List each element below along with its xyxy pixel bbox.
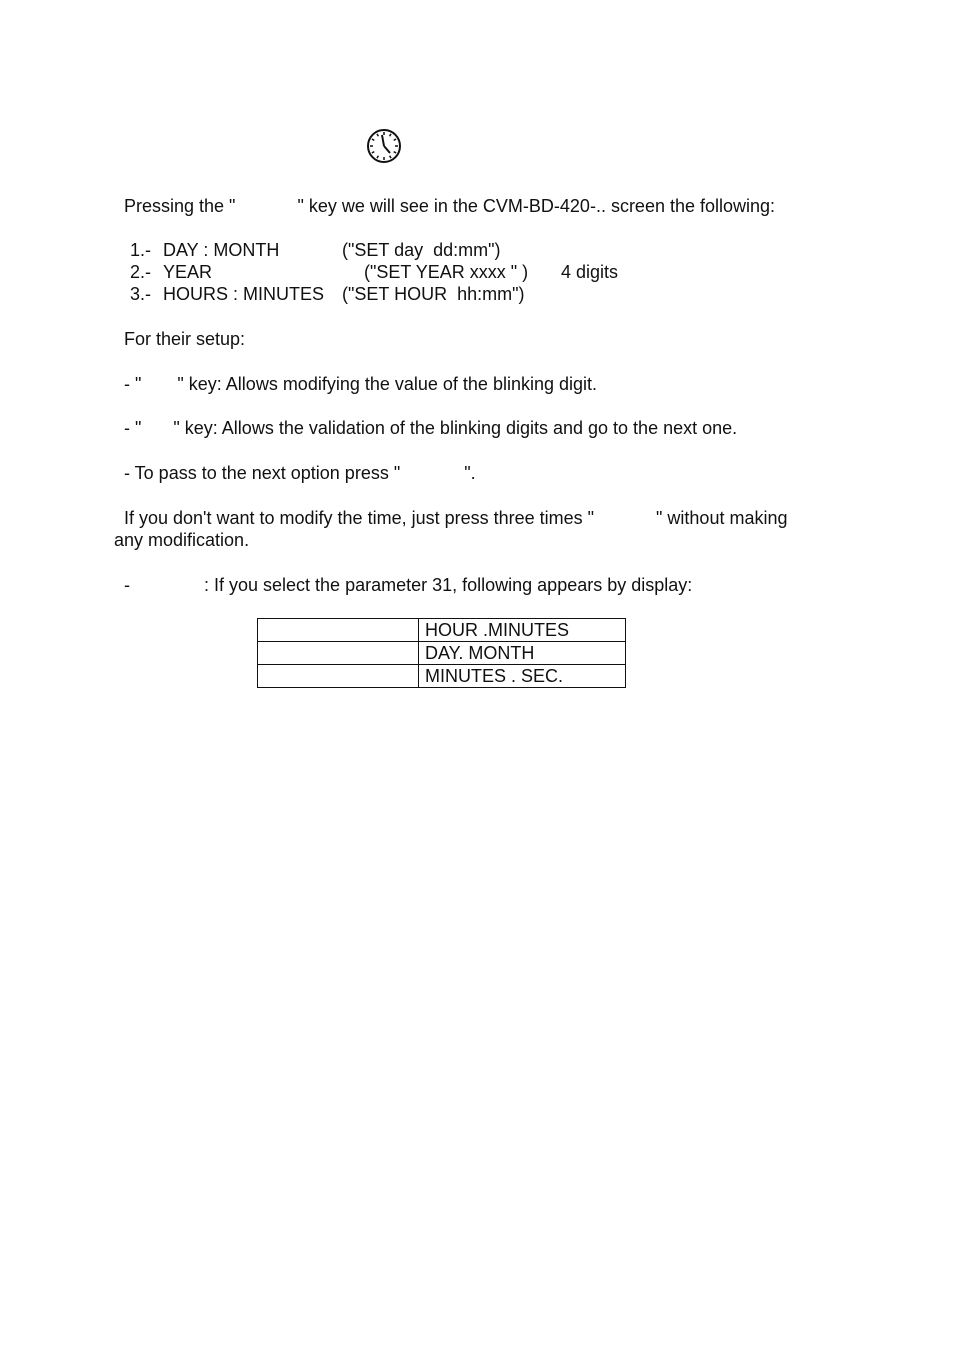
table-cell-code [258, 619, 419, 642]
no-modify-line1 [124, 507, 787, 529]
table-row [258, 642, 626, 665]
bullet-validate-after: " key: Allows the validation of the blinking digits and go to the next one. [173, 418, 738, 438]
table-cell-meaning: HOUR .MINUTES [419, 619, 626, 642]
no-modify-before: If you don't want to modify the time, just press three times " [124, 508, 595, 528]
bullet-validate [124, 417, 737, 439]
item-2-desc: ("SET YEAR xxxx " ) [364, 262, 529, 282]
setup-heading: For their setup: [124, 329, 246, 349]
item-2-num: 2.- [130, 262, 152, 282]
item-1-num: 1.- [130, 240, 152, 260]
item-3-label: HOURS : MINUTES [163, 284, 325, 304]
item-1-label: DAY : MONTH [163, 240, 280, 260]
item-3-num: 3.- [130, 284, 152, 304]
bullet-next [124, 462, 476, 484]
no-modify-after: " without making [656, 508, 788, 528]
bullet-next-before: - To pass to the next option press " [124, 463, 401, 483]
display-table [257, 618, 626, 688]
table-cell-code [258, 642, 419, 665]
clock-icon [366, 128, 402, 164]
item-3-desc: ("SET HOUR hh:mm") [342, 284, 525, 304]
bullet-modify [124, 373, 597, 395]
table-row [258, 619, 626, 642]
table-row [258, 665, 626, 688]
table-cell-code [258, 665, 419, 688]
item-2-note: 4 digits [561, 262, 619, 282]
item-2-label: YEAR [163, 262, 213, 282]
table-cell-meaning: MINUTES . SEC. [419, 665, 626, 688]
intro-after: " key we will see in the CVM-BD-420-.. screen the following: [297, 196, 776, 216]
no-modify-line2: any modification. [114, 530, 250, 550]
table-cell-meaning: DAY. MONTH [419, 642, 626, 665]
bullet-validate-before: - " [124, 418, 142, 438]
bullet-modify-after: " key: Allows modifying the value of the blinking digit. [177, 374, 598, 394]
param-dash: - [124, 575, 130, 595]
intro-before: Pressing the " [124, 196, 236, 216]
item-1-desc: ("SET day dd:mm") [342, 240, 501, 260]
param-text: : If you select the parameter 31, following appears by display: [204, 575, 693, 595]
intro-line [124, 195, 775, 217]
bullet-next-after: ". [464, 463, 476, 483]
bullet-modify-before: - " [124, 374, 142, 394]
